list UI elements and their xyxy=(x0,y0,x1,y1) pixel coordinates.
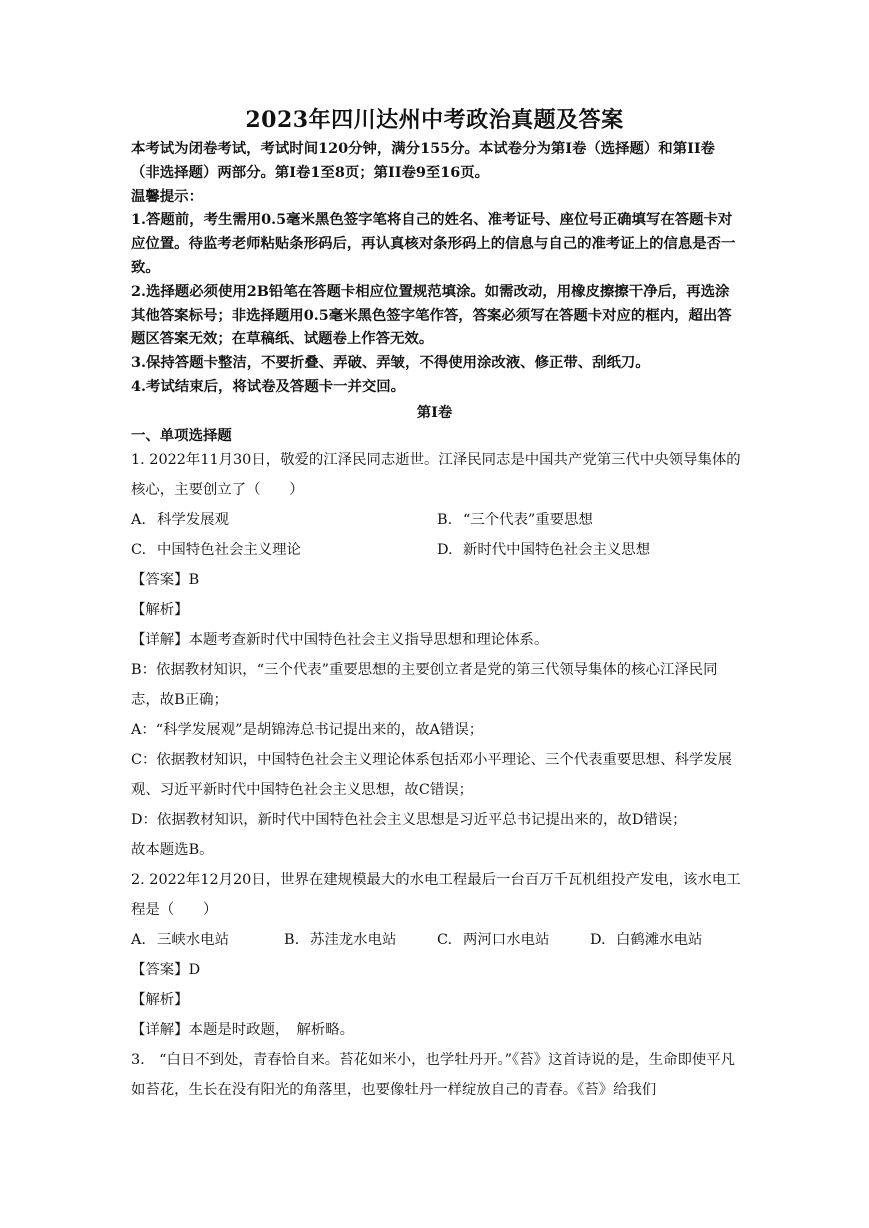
instruction-item: 2.选择题必须使用2B铅笔在答题卡相应位置规范填涂。如需改动，用橡皮擦擦干净后，再选涂其他答案标号；非选择题用0.5毫米黑色签字笔作答，答案必须写在答题卡对应的框内，超出答题区答案无效；在草稿纸、试题卷上作答无效。 xyxy=(131,282,732,348)
option-a xyxy=(131,925,284,955)
questions xyxy=(131,445,743,1105)
instruction-item: 1.答题前，考生需用0.5毫米黑色签字笔将自己的姓名、准考证号、座位号正确填写在答题卡对应位置。待监考老师粘贴条形码后，再认真核对条形码上的信息与自己的准考证上的信息是否一致。 xyxy=(131,211,736,276)
question-stem: 2. 2022年12月20日，世界在建规模最大的水电工程最后一台百万千瓦机组投产发电，该水电工程是（ ） xyxy=(131,872,741,918)
instruction-item: 3.保持答题卡整洁，不要折叠、弄破、弄皱，不得使用涂改液、修正带、刮纸刀。 xyxy=(131,354,650,372)
question-stem: 1. 2022年11月30日，敬爱的江泽民同志逝世。江泽民同志是中国共产党第三代中央领导集体的核心，主要创立了（ ） xyxy=(131,452,741,498)
document-title: 2023年四川达州中考政治真题及答案 xyxy=(245,107,624,133)
volume-heading: 第Ⅰ卷 xyxy=(416,404,453,421)
option-text: 苏洼龙水电站 xyxy=(310,932,397,948)
option-d xyxy=(437,535,743,565)
option-letter: A. xyxy=(131,512,146,528)
instruction-heading: 温馨提示： xyxy=(131,187,203,205)
question-options xyxy=(131,925,743,955)
option-letter: C. xyxy=(437,932,453,948)
option-d xyxy=(590,925,743,955)
question-options xyxy=(131,505,743,565)
option-text: 白鹤滩水电站 xyxy=(616,932,703,948)
option-text: 三峡水电站 xyxy=(157,932,229,948)
detail-line: A：“科学发展观”是胡锦涛总书记提出来的，故A错误； xyxy=(131,722,484,738)
option-c xyxy=(131,535,437,565)
option-b xyxy=(437,505,743,535)
option-letter: D. xyxy=(437,542,453,558)
option-text: 新时代中国特色社会主义思想 xyxy=(463,542,651,558)
option-letter: B. xyxy=(437,512,453,528)
option-text: 科学发展观 xyxy=(157,512,229,528)
option-text: 两河口水电站 xyxy=(463,932,550,948)
option-text: “三个代表”重要思想 xyxy=(463,512,593,528)
section-heading: 一、单项选择题 xyxy=(131,427,232,444)
detail-line: B：依据教材知识，“三个代表”重要思想的主要创立者是党的第三代领导集体的核心江泽民同志，故B正确； xyxy=(131,662,718,708)
option-letter: B. xyxy=(284,932,300,948)
option-b xyxy=(284,925,437,955)
instruction-paragraph: 本考试为闭卷考试，考试时间120分钟，满分155分。本试卷分为第Ⅰ卷（选择题）和第II卷（非选择题）两部分。第Ⅰ卷1至8页；第II卷9至16页。 xyxy=(131,140,715,181)
answer-line: 【答案】B xyxy=(131,572,200,588)
question-stem: 3. “白日不到处，青春恰自来。苔花如米小，也学牡丹开。”《苔》这首诗说的是，生命即使平凡如苔花，生长在没有阳光的角落里，也要像牡丹一样绽放自己的青春。《苔》给我们 xyxy=(131,1052,736,1098)
analysis-label: 【解析】 xyxy=(131,602,189,618)
option-letter: D. xyxy=(590,932,606,948)
option-text: 中国特色社会主义理论 xyxy=(157,542,301,558)
option-letter: C. xyxy=(131,542,147,558)
detail-line: 故本题选B。 xyxy=(131,842,214,858)
answer-line: 【答案】D xyxy=(131,962,201,978)
exam-instructions xyxy=(131,137,743,399)
detail-line: 【详解】本题是时政题， 解析略。 xyxy=(131,1022,355,1038)
detail-line: C：依据教材知识，中国特色社会主义理论体系包括邓小平理论、三个代表重要思想、科学发展观、习近平新时代中国特色社会主义思想，故C错误； xyxy=(131,752,733,798)
option-a xyxy=(131,505,437,535)
option-c xyxy=(437,925,590,955)
detail-line: 【详解】本题考查新时代中国特色社会主义指导思想和理论体系。 xyxy=(131,632,549,648)
analysis-label: 【解析】 xyxy=(131,992,189,1008)
option-letter: A. xyxy=(131,932,146,948)
instruction-item: 4.考试结束后，将试卷及答题卡一并交回。 xyxy=(131,377,406,395)
detail-line: D：依据教材知识，新时代中国特色社会主义思想是习近平总书记提出来的，故D错误； xyxy=(131,812,687,828)
